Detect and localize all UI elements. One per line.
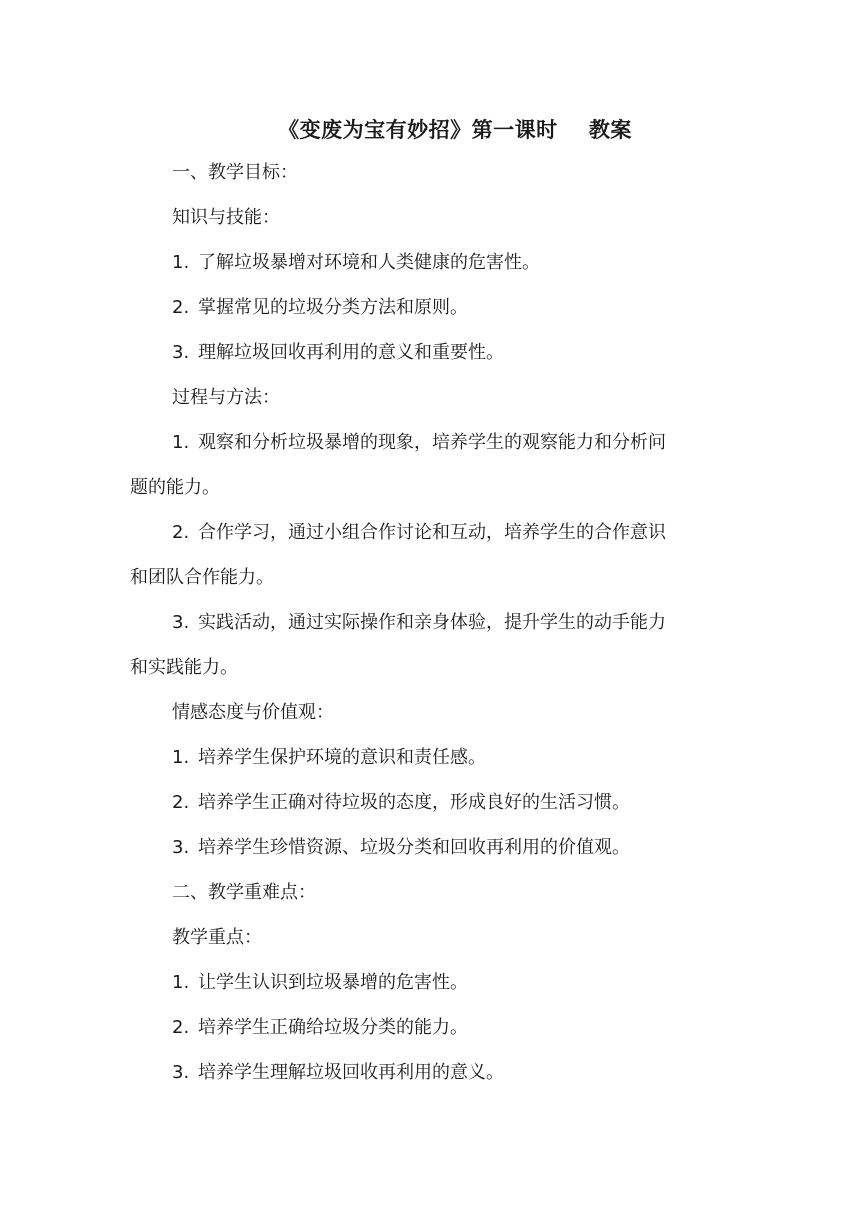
list-item-text: 培养学生正确给垃圾分类的能力。: [198, 1017, 468, 1038]
emotion-item-3: [172, 833, 630, 863]
list-item-text: 培养学生珍惜资源、垃圾分类和回收再利用的价值观。: [198, 837, 630, 858]
key-item-3: [172, 1058, 504, 1088]
list-item-text: 实践活动，通过实际操作和亲身体验，提升学生的动手能力: [198, 612, 666, 633]
list-number: 3.: [172, 612, 190, 633]
list-item-text: 合作学习，通过小组合作讨论和互动，培养学生的合作意识: [198, 522, 666, 543]
list-item-text: 让学生认识到垃圾暴增的危害性。: [198, 972, 468, 993]
list-item-text: 理解垃圾回收再利用的意义和重要性。: [198, 342, 504, 363]
list-number: 2.: [172, 792, 190, 813]
section2-heading: 二、教学重难点：: [172, 882, 316, 903]
list-number: 1.: [172, 747, 190, 768]
key-item-1: [172, 968, 468, 998]
emotion-item-1: [172, 743, 486, 773]
list-item-text: 了解垃圾暴增对环境和人类健康的危害性。: [198, 252, 540, 273]
process-heading: 过程与方法：: [172, 387, 280, 408]
list-number: 1.: [172, 972, 190, 993]
knowledge-item-1: [172, 248, 540, 278]
list-number: 1.: [172, 252, 190, 273]
list-number: 2.: [172, 522, 190, 543]
list-number: 2.: [172, 297, 190, 318]
process-item-1-line1: [172, 428, 666, 458]
document-title: 《变废为宝有妙招》第一课时 教案: [278, 118, 632, 142]
section1-heading: 一、教学目标：: [172, 162, 298, 183]
process-item-1-line2: 题的能力。: [130, 477, 220, 498]
key-item-2: [172, 1013, 468, 1043]
list-number: 3.: [172, 1062, 190, 1083]
list-number: 2.: [172, 1017, 190, 1038]
list-item-text: 掌握常见的垃圾分类方法和原则。: [198, 297, 468, 318]
process-item-3-line2: 和实践能力。: [130, 657, 238, 678]
process-item-3-line1: [172, 608, 666, 638]
process-item-2-line1: [172, 518, 666, 548]
list-item-text: 培养学生保护环境的意识和责任感。: [198, 747, 486, 768]
knowledge-heading: 知识与技能：: [172, 207, 280, 228]
list-item-text: 培养学生理解垃圾回收再利用的意义。: [198, 1062, 504, 1083]
list-number: 3.: [172, 342, 190, 363]
process-item-2-line2: 和团队合作能力。: [130, 567, 274, 588]
list-number: 3.: [172, 837, 190, 858]
knowledge-item-2: [172, 293, 468, 323]
list-item-text: 培养学生正确对待垃圾的态度，形成良好的生活习惯。: [198, 792, 630, 813]
key-heading: 教学重点：: [172, 927, 262, 948]
emotion-heading: 情感态度与价值观：: [172, 702, 334, 723]
emotion-item-2: [172, 788, 630, 818]
list-item-text: 观察和分析垃圾暴增的现象，培养学生的观察能力和分析问: [198, 432, 666, 453]
list-number: 1.: [172, 432, 190, 453]
knowledge-item-3: [172, 338, 504, 368]
